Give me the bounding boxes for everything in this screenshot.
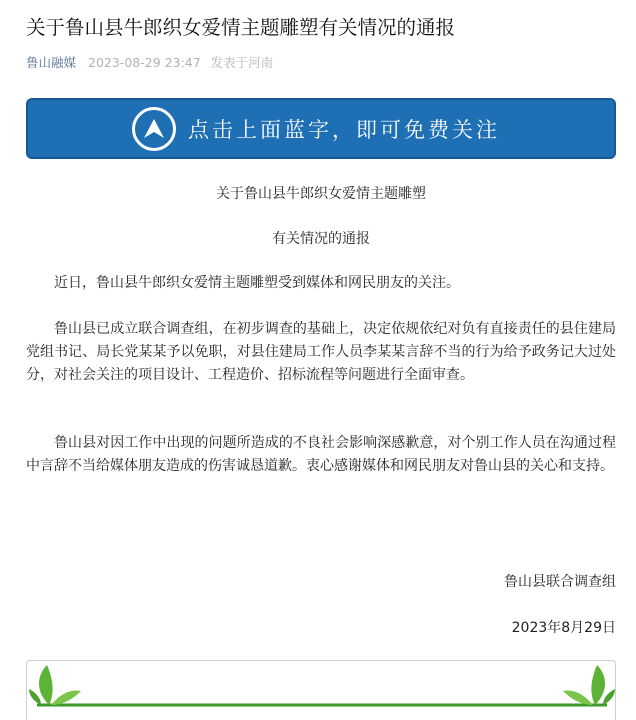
green-leaf-divider-icon: [27, 661, 616, 720]
article-meta: [26, 54, 273, 72]
arrow-up-icon: [132, 107, 176, 151]
signature: 鲁山县联合调查组: [504, 574, 616, 590]
publish-location: 发表于河南: [210, 55, 274, 70]
body-heading-line2: 有关情况的通报: [272, 231, 370, 247]
follow-banner[interactable]: [26, 98, 616, 159]
paragraph-2: 鲁山县已成立联合调查组，在初步调查的基础上，决定依规依纪对负有直接责任的县住建局党组书记、局长党某某予以免职，对县住建局工作人员李某某言辞不当的行为给予政务记大过处分，对社会关注的项目设计、工程造价、招标流程等问题进行全面审查。: [26, 321, 616, 383]
sign-date: 2023年8月29日: [511, 620, 616, 636]
paragraph-3: 鲁山县对因工作中出现的问题所造成的不良社会影响深感歉意，对个别工作人员在沟通过程中言辞不当给媒体朋友造成的伤害诚恳道歉。衷心感谢媒体和网民朋友对鲁山县的关心和支持。: [26, 435, 616, 474]
body-heading-line1: 关于鲁山县牛郎织女爱情主题雕塑: [216, 186, 426, 202]
author-link[interactable]: 鲁山融媒: [26, 55, 77, 70]
paragraph-1: 近日，鲁山县牛郎织女爱情主题雕塑受到媒体和网民朋友的关注。: [54, 275, 460, 291]
article-title: 关于鲁山县牛郎织女爱情主题雕塑有关情况的通报: [26, 16, 456, 39]
publish-datetime: 2023-08-29 23:47: [88, 55, 201, 70]
footer-decoration: [26, 660, 616, 720]
follow-banner-text: 点击上面蓝字，即可免费关注: [188, 117, 500, 142]
